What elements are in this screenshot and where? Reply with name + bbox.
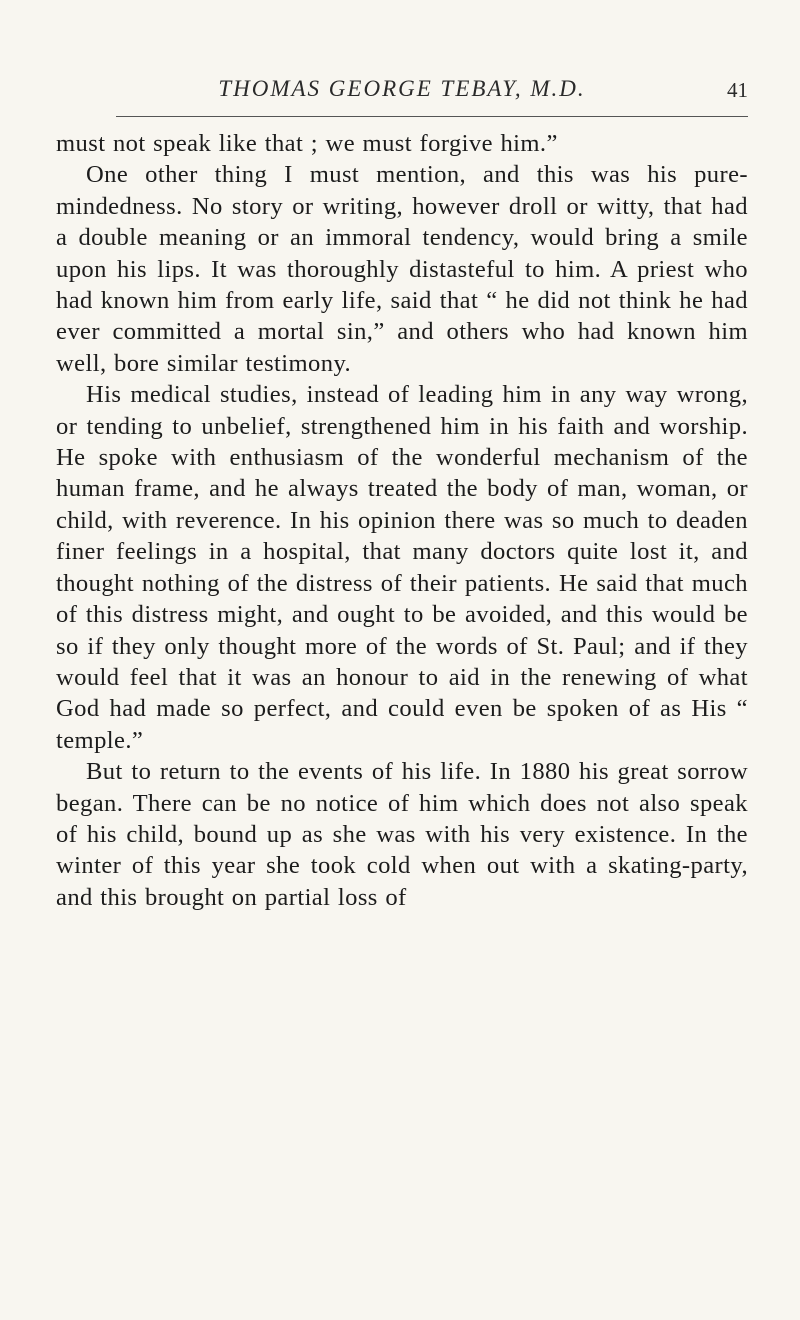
page-number: 41 [727,78,748,102]
paragraph-2: One other thing I must mention, and this was his pure-mindedness. No story or writing, however droll or witty, that had a double meaning or an immoral tendency, would bring a smile upon his lips. It was thoroughly distasteful to him. A priest who had known him from early life, said that “ he did not think he had ever committed a mortal sin,” and others who had known him well, bore similar testimony. [56,161,748,377]
paragraph-4: But to return to the events of his life. In 1880 his great sorrow began. There can be no notice of him which does not also speak of his child, bound up as she was with his very existence. In the winter of this year she took cold when out with a skating-party, and this brought on partial loss of [56,758,748,911]
body-text [56,128,748,913]
running-title: THOMAS GEORGE TEBAY, M.D. [218,76,586,101]
paragraph-3: His medical studies, instead of leading him in any way wrong, or tending to unbelief, strengthened him in his faith and worship. He spoke with enthusiasm of the wonderful mechanism of the human frame, and he always treated the body of man, woman, or child, with reverence. In his opinion there was so much to deaden finer feelings in a hospital, that many doctors quite lost it, and thought nothing of the distress of their patients. He said that much of this distress might, and ought to be avoided, and this would be so if they only thought more of the words of St. Paul; and if they would feel that it was an honour to aid in the renewing of what God had made so perfect, and could even be spoken of as His “ temple.” [56,381,748,754]
running-head [56,72,748,106]
paragraph-1: must not speak like that ; we must forgive him.” [56,130,558,157]
book-page [56,72,748,911]
header-rule [116,116,748,117]
